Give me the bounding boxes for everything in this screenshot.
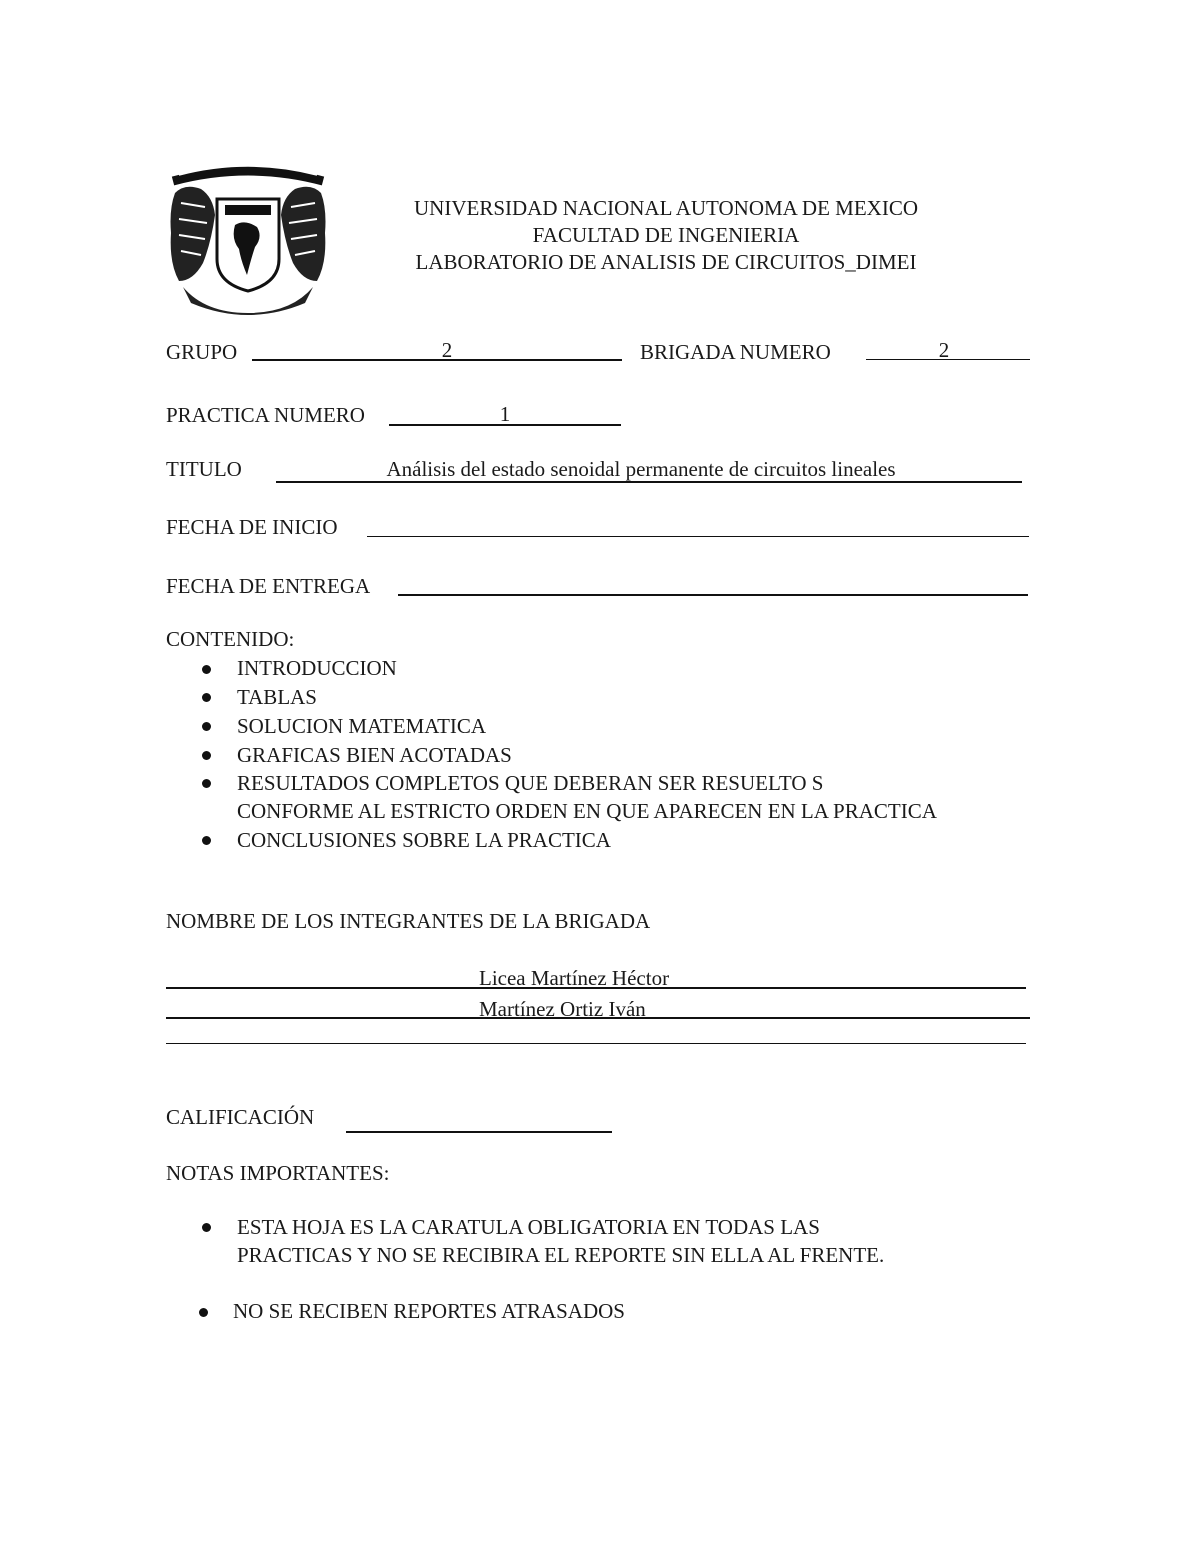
brigada-label: BRIGADA NUMERO bbox=[640, 340, 831, 364]
brigada-value: 2 bbox=[938, 338, 950, 362]
calificacion-underline bbox=[346, 1131, 612, 1133]
titulo-label: TITULO bbox=[166, 457, 242, 481]
nota-item: NO SE RECIBEN REPORTES ATRASADOS bbox=[233, 1299, 625, 1323]
list-item-continuation: CONFORME AL ESTRICTO ORDEN EN QUE APARECEN EN LA PRACTICA bbox=[237, 799, 937, 823]
fecha-entrega-label: FECHA DE ENTREGA bbox=[166, 574, 371, 598]
integrantes-title: NOMBRE DE LOS INTEGRANTES DE LA BRIGADA bbox=[166, 909, 651, 933]
nota-item: ESTA HOJA ES LA CARATULA OBLIGATORIA EN TODAS LAS bbox=[237, 1215, 820, 1239]
bullet-icon bbox=[202, 665, 211, 674]
list-item: RESULTADOS COMPLETOS QUE DEBERAN SER RESUELTO S bbox=[237, 771, 824, 795]
practica-value: 1 bbox=[499, 402, 511, 426]
list-item: TABLAS bbox=[237, 685, 317, 709]
integrante-underline bbox=[166, 1043, 1026, 1044]
notas-title: NOTAS IMPORTANTES: bbox=[166, 1161, 390, 1185]
bullet-icon bbox=[202, 722, 211, 731]
practica-label: PRACTICA NUMERO bbox=[166, 403, 365, 427]
faculty-name: FACULTAD DE INGENIERIA bbox=[532, 223, 800, 247]
list-item: INTRODUCCION bbox=[237, 656, 397, 680]
titulo-underline bbox=[276, 481, 1022, 483]
fecha-entrega-underline bbox=[398, 594, 1028, 596]
titulo-value: Análisis del estado senoidal permanente de circuitos lineales bbox=[386, 457, 896, 481]
fecha-inicio-label: FECHA DE INICIO bbox=[166, 515, 338, 539]
bullet-icon bbox=[202, 779, 211, 788]
list-item: CONCLUSIONES SOBRE LA PRACTICA bbox=[237, 828, 611, 852]
bullet-icon bbox=[199, 1308, 208, 1317]
grupo-label: GRUPO bbox=[166, 340, 238, 364]
nota-item-continuation: PRACTICAS Y NO SE RECIBIRA EL REPORTE SIN ELLA AL FRENTE. bbox=[237, 1243, 885, 1267]
fecha-inicio-underline bbox=[367, 536, 1029, 537]
bullet-icon bbox=[202, 836, 211, 845]
bullet-icon bbox=[202, 693, 211, 702]
integrante-name: Martínez Ortiz Iván bbox=[479, 997, 646, 1021]
laboratory-name: LABORATORIO DE ANALISIS DE CIRCUITOS_DIMEI bbox=[415, 250, 917, 274]
integrante-name: Licea Martínez Héctor bbox=[479, 966, 670, 990]
grupo-value: 2 bbox=[441, 338, 453, 362]
list-item: SOLUCION MATEMATICA bbox=[237, 714, 487, 738]
calificacion-label: CALIFICACIÓN bbox=[166, 1105, 315, 1129]
contenido-title: CONTENIDO: bbox=[166, 627, 295, 651]
unam-seal-icon bbox=[165, 163, 331, 319]
list-item: GRAFICAS BIEN ACOTADAS bbox=[237, 743, 512, 767]
university-name: UNIVERSIDAD NACIONAL AUTONOMA DE MEXICO bbox=[414, 196, 918, 220]
bullet-icon bbox=[202, 1223, 211, 1232]
bullet-icon bbox=[202, 751, 211, 760]
